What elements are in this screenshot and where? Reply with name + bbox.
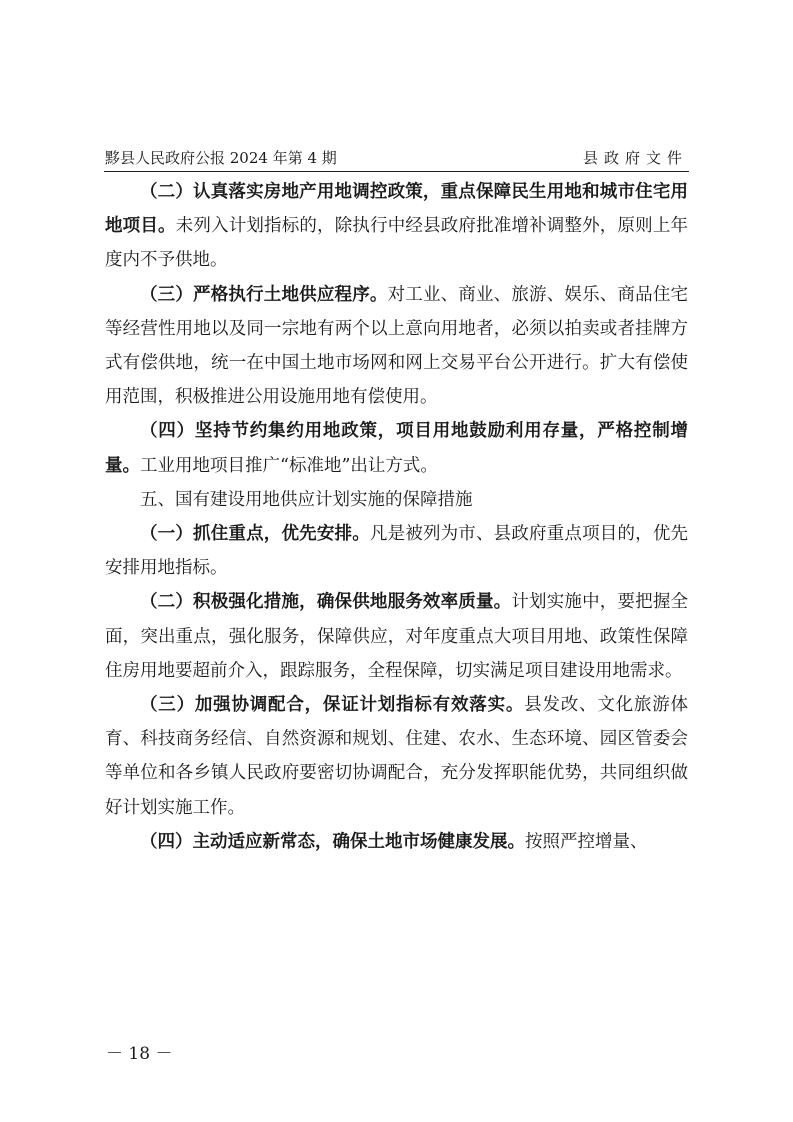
paragraph-5-4-new-normal xyxy=(105,825,688,859)
paragraph-text: 凡是被列为市、县政府重点项目的，优先安排用地指标。 xyxy=(105,524,689,579)
paragraph-heading: （四）主动适应新常态，确保土地市场健康发展。 xyxy=(140,831,525,852)
paragraph-text: 工业用地项目推广“标准地”出让方式。 xyxy=(140,455,438,476)
paragraph-heading: （四）坚持节约集约用地政策，项目用地鼓励利用存量，严格控制增量。 xyxy=(105,421,688,476)
paragraph-text: 县发改、文化旅游体育、科技商务经信、自然资源和规划、住建、农水、生态环境、园区管委会等单位和各乡镇人民政府要密切协调配合，充分发挥职能优势，共同组织做好计划实施工作。 xyxy=(105,695,689,818)
section-title: 五、国有建设用地供应计划实施的保障措施 xyxy=(140,489,473,510)
paragraph-heading: （三）严格执行土地供应程序。 xyxy=(140,284,388,305)
paragraph-4-intensive-use xyxy=(105,414,688,482)
paragraph-text: 未列入计划指标的，除执行中经县政府批准增补调整外，原则上年度内不予供地。 xyxy=(105,216,688,271)
header-divider xyxy=(104,171,689,172)
document-body xyxy=(105,175,688,859)
paragraph-3-supply-procedure xyxy=(105,278,688,415)
paragraph-heading: （三）加强协调配合，保证计划指标有效落实。 xyxy=(140,695,525,716)
paragraph-5-2-service-quality xyxy=(105,585,688,688)
paragraph-text: 计划实施中，要把握全面，突出重点，强化服务，保障供应，对年度重点大项目用地、政策性保障住房用地要超前介入，跟踪服务，全程保障，切实满足项目建设用地需求。 xyxy=(105,592,689,681)
paragraph-text: 按照严控增量、 xyxy=(525,831,648,852)
paragraph-2-land-policy xyxy=(105,175,688,278)
page-number: － 18 － xyxy=(106,1044,173,1064)
paragraph-heading: （一）抓住重点，优先安排。 xyxy=(140,524,370,545)
paragraph-heading: （二）认真落实房地产用地调控政策，重点保障民生用地和城市住宅用地项目。 xyxy=(105,182,688,237)
paragraph-text: 对工业、商业、旅游、娱乐、商品住宅等经营性用地以及同一宗地有两个以上意向用地者，必须以拍卖或者挂牌方式有偿供地，统一在中国土地市场网和网上交易平台公开进行。扩大有偿使用范围，积极推进公用设施用地有偿使用。 xyxy=(105,284,689,408)
section-label: 县政府文件 xyxy=(582,149,688,167)
gazette-issue-label: 黟县人民政府公报 2024 年第 4 期 xyxy=(105,149,337,167)
running-header xyxy=(105,140,688,168)
section-5-heading xyxy=(105,483,688,517)
paragraph-5-3-coordination xyxy=(105,688,688,825)
paragraph-5-1-priorities xyxy=(105,517,688,585)
paragraph-heading: （二）积极强化措施，确保供地服务效率质量。 xyxy=(140,592,512,613)
